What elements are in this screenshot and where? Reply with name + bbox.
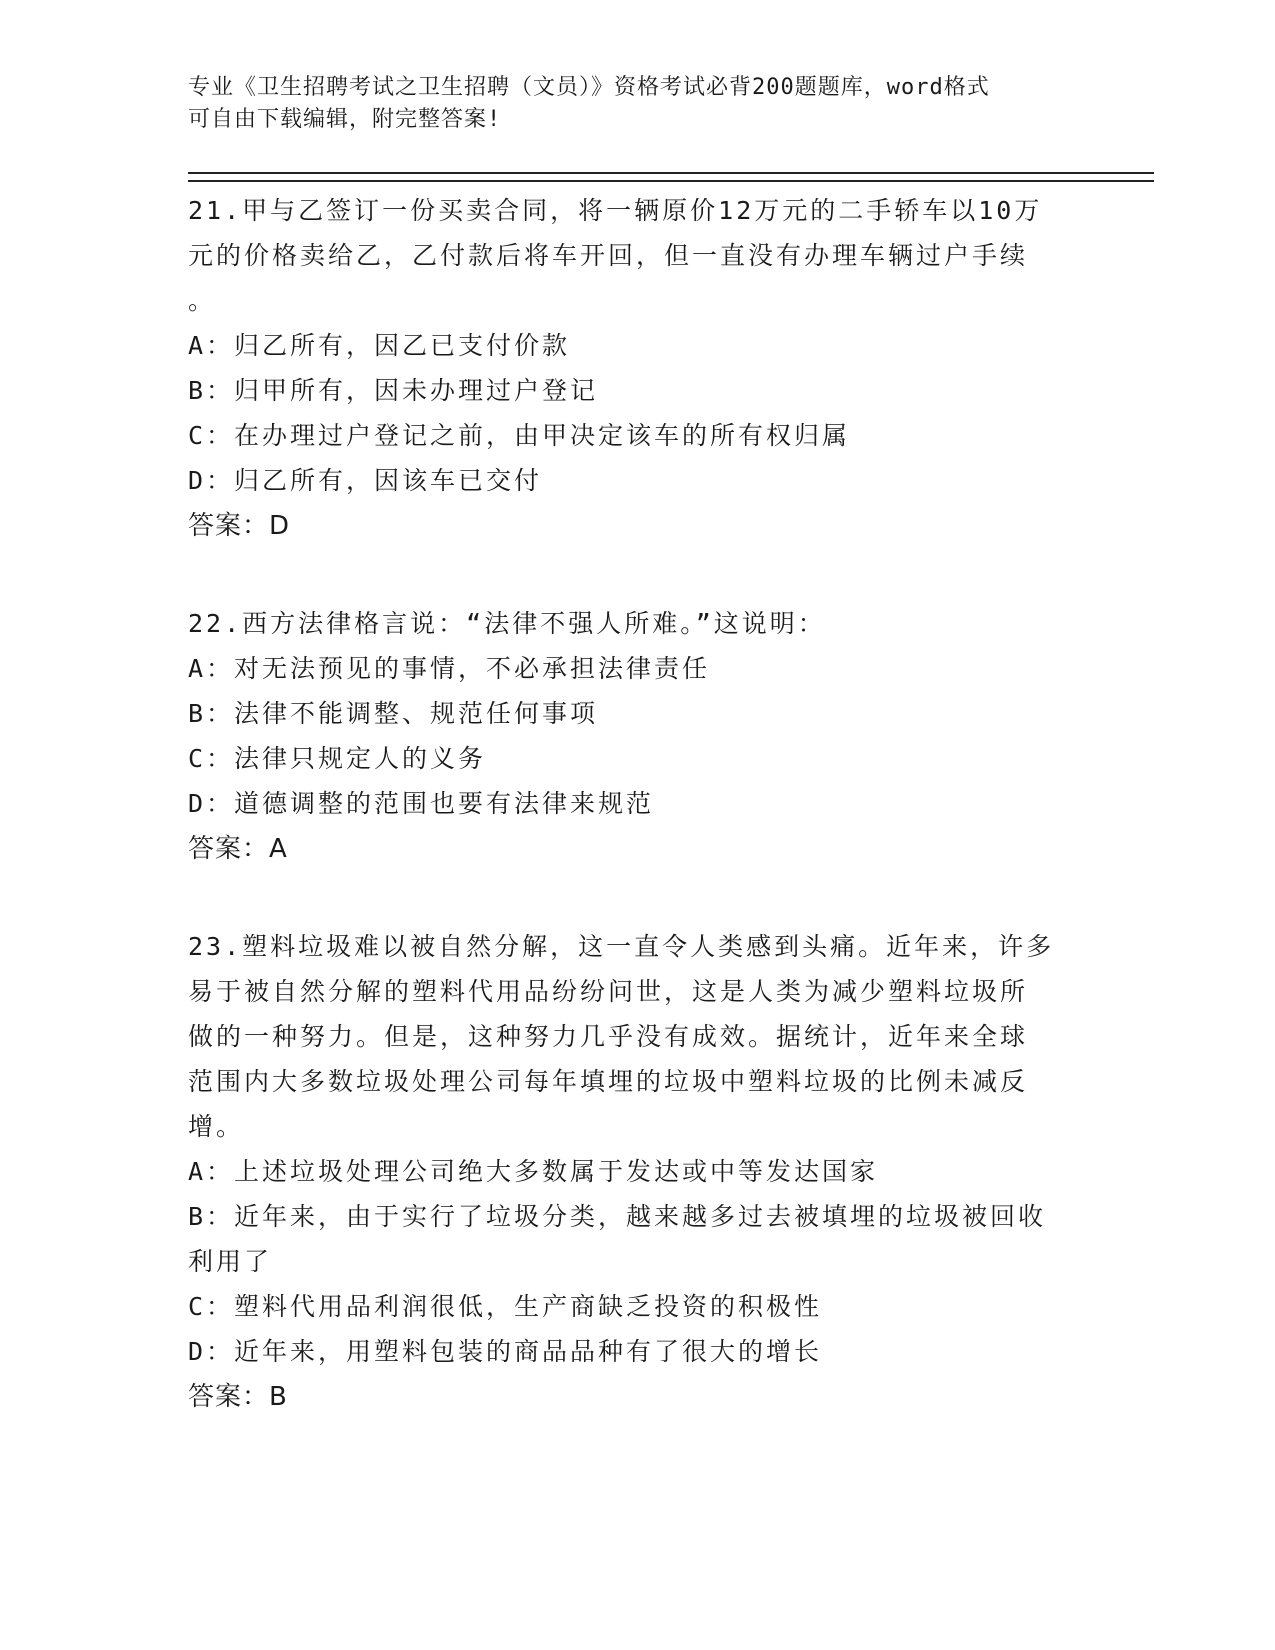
question-stem-line: 增。: [188, 1112, 245, 1141]
option-d: D：近年来，用塑料包装的商品品种有了很大的增长: [188, 1337, 823, 1366]
document-header: [188, 72, 1068, 136]
option-c: C：在办理过户登记之前，由甲决定该车的所有权归属: [188, 421, 851, 450]
header-divider-bottom: [188, 180, 1154, 182]
option-b: B：法律不能调整、规范任何事项: [188, 699, 599, 728]
header-line-2: 可自由下载编辑，附完整答案!: [188, 107, 502, 132]
question-stem-line: 23.塑料垃圾难以被自然分解，这一直令人类感到头痛。近年来，许多: [188, 932, 1055, 961]
answer: 答案：D: [188, 511, 291, 541]
option-c: C：塑料代用品利润很低，生产商缺乏投资的积极性: [188, 1292, 823, 1321]
question-stem-line: 22.西方法律格言说：“法律不强人所难。”这说明：: [188, 609, 826, 638]
option-d: D：归乙所有，因该车已交付: [188, 466, 543, 495]
option-b: B：近年来，由于实行了垃圾分类，越来越多过去被填埋的垃圾被回收: [188, 1202, 1047, 1231]
question-stem-line: 21.甲与乙签订一份买卖合同，将一辆原价12万元的二手轿车以10万: [188, 196, 1043, 225]
question-23: [188, 924, 1068, 1420]
answer: 答案：B: [188, 1382, 288, 1412]
option-a: A：归乙所有，因乙已支付价款: [188, 331, 571, 360]
question-stem-line: 元的价格卖给乙，乙付款后将车开回，但一直没有办理车辆过户手续: [188, 241, 1029, 270]
header-divider-top: [188, 172, 1154, 174]
option-a: A：上述垃圾处理公司绝大多数属于发达或中等发达国家: [188, 1157, 879, 1186]
option-b-continued: 利用了: [188, 1247, 273, 1276]
option-d: D：道德调整的范围也要有法律来规范: [188, 789, 655, 818]
header-line-1: 专业《卫生招聘考试之卫生招聘（文员）》资格考试必背200题题库，word格式: [188, 75, 990, 100]
answer: 答案：A: [188, 834, 288, 864]
option-c: C：法律只规定人的义务: [188, 744, 487, 773]
question-stem-line: 做的一种努力。但是，这种努力几乎没有成效。据统计，近年来全球: [188, 1022, 1029, 1051]
question-stem-line: 范围内大多数垃圾处理公司每年填埋的垃圾中塑料垃圾的比例未减反: [188, 1067, 1029, 1096]
question-stem-line: 。: [188, 286, 217, 315]
option-a: A：对无法预见的事情，不必承担法律责任: [188, 654, 711, 683]
question-list: [188, 188, 1068, 1472]
question-22: [188, 601, 1068, 872]
option-b: B：归甲所有，因未办理过户登记: [188, 376, 599, 405]
question-21: [188, 188, 1068, 549]
question-stem-line: 易于被自然分解的塑料代用品纷纷问世，这是人类为减少塑料垃圾所: [188, 977, 1029, 1006]
